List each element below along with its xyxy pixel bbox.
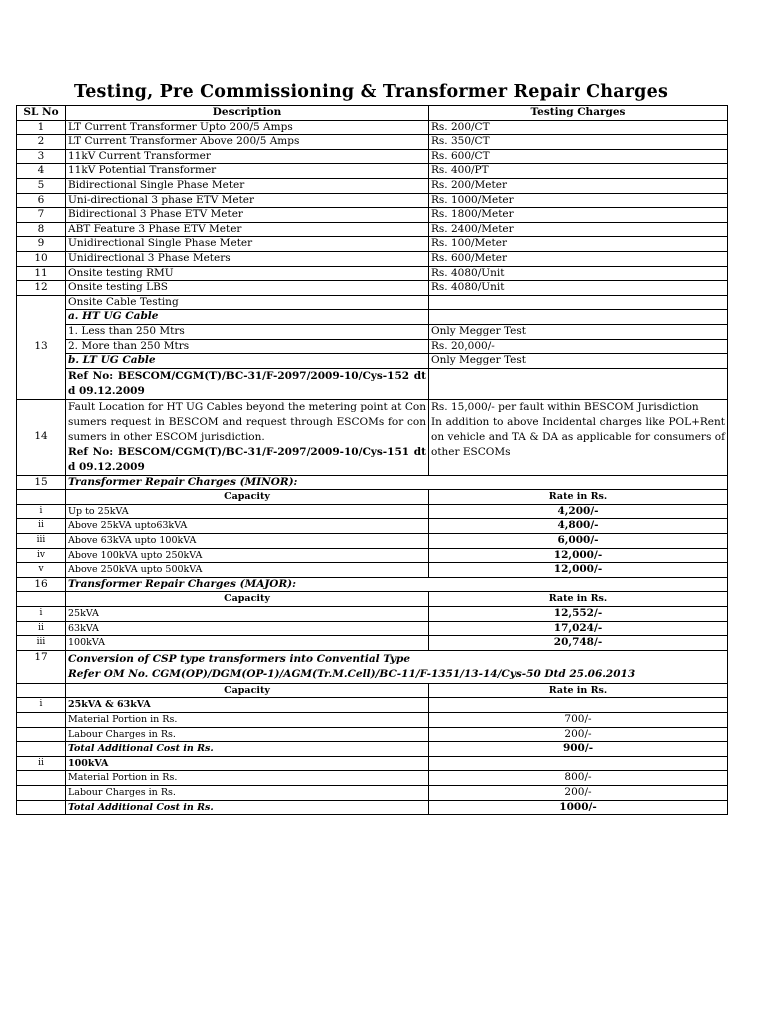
charge-cell: Rs. 4080/Unit bbox=[429, 281, 728, 296]
table-row bbox=[17, 800, 728, 815]
sl-cell bbox=[17, 490, 66, 505]
description-cell: 11kV Current Transformer bbox=[66, 149, 429, 164]
table-row bbox=[17, 519, 728, 534]
page-title: Testing, Pre Commissioning & Transformer Repair Charges bbox=[73, 82, 669, 102]
table-row bbox=[17, 785, 728, 800]
charge-cell bbox=[429, 295, 728, 310]
item-number: ii bbox=[17, 519, 66, 534]
reference-text: Ref No: BESCOM/CGM(T)/BC-31/F-2097/2009-10/Cys-152 dtd 09.12.2009 bbox=[66, 368, 429, 399]
table-subheader-row bbox=[17, 683, 728, 698]
charge-cell: Rs. 200/CT bbox=[429, 120, 728, 135]
charge-cell bbox=[429, 399, 728, 475]
item-number: ii bbox=[17, 621, 66, 636]
table-row bbox=[17, 756, 728, 771]
table-row bbox=[17, 164, 728, 179]
table-row bbox=[17, 742, 728, 757]
table-row bbox=[17, 534, 728, 549]
table-row bbox=[17, 475, 728, 490]
sl-cell bbox=[17, 683, 66, 698]
labour-label: Labour Charges in Rs. bbox=[66, 785, 429, 800]
description-cell: Unidirectional Single Phase Meter bbox=[66, 237, 429, 252]
section-title: Transformer Repair Charges (MINOR): bbox=[66, 475, 429, 490]
charge-cell: Rs. 400/PT bbox=[429, 164, 728, 179]
table-row bbox=[17, 281, 728, 296]
reference-text: Refer OM No. CGM(OP)/DGM(OP-1)/AGM(Tr.M.Cell)/BC-11/F-1351/13-14/Cys-50 Dtd 25.06.2013 bbox=[68, 667, 636, 680]
charge-cell: Rs. 350/CT bbox=[429, 135, 728, 150]
sl-cell: 15 bbox=[17, 475, 66, 490]
total-label: Total Additional Cost in Rs. bbox=[66, 742, 429, 757]
rate-cell: 200/- bbox=[429, 727, 728, 742]
item-number: iii bbox=[17, 534, 66, 549]
table-row bbox=[17, 178, 728, 193]
table-row bbox=[17, 354, 728, 369]
table-header-row bbox=[17, 106, 728, 121]
charge-cell: Rs. 100/Meter bbox=[429, 237, 728, 252]
charge-cell bbox=[429, 368, 728, 399]
table-row bbox=[17, 135, 728, 150]
sl-cell: 14 bbox=[17, 399, 66, 475]
sl-cell bbox=[17, 727, 66, 742]
table-row bbox=[17, 607, 728, 622]
rate-cell: 17,024/- bbox=[429, 621, 728, 636]
charge-cell bbox=[429, 577, 728, 592]
sl-cell: 8 bbox=[17, 222, 66, 237]
rate-cell: 4,200/- bbox=[429, 504, 728, 519]
charges-table bbox=[16, 105, 728, 815]
sl-cell bbox=[17, 771, 66, 786]
rate-header: Rate in Rs. bbox=[429, 592, 728, 607]
charge-cell bbox=[429, 310, 728, 325]
capacity-cell: 100kVA bbox=[66, 636, 429, 651]
table-row bbox=[17, 621, 728, 636]
table-row bbox=[17, 251, 728, 266]
capacity-cell: Above 63kVA upto 100kVA bbox=[66, 534, 429, 549]
header-sl: SL No bbox=[17, 106, 66, 121]
table-row bbox=[17, 650, 728, 683]
sl-cell: 3 bbox=[17, 149, 66, 164]
table-subheader-row bbox=[17, 490, 728, 505]
item-number: i bbox=[17, 607, 66, 622]
table-subheader-row bbox=[17, 592, 728, 607]
capacity-header: Capacity bbox=[66, 490, 429, 505]
charge-cell: Only Megger Test bbox=[429, 354, 728, 369]
rate-cell: 20,748/- bbox=[429, 636, 728, 651]
material-label: Material Portion in Rs. bbox=[66, 771, 429, 786]
table-row bbox=[17, 324, 728, 339]
total-label: Total Additional Cost in Rs. bbox=[66, 800, 429, 815]
table-row bbox=[17, 310, 728, 325]
table-row bbox=[17, 193, 728, 208]
capacity-cell: Above 25kVA upto63kVA bbox=[66, 519, 429, 534]
rate-cell: 12,000/- bbox=[429, 548, 728, 563]
rate-cell: 900/- bbox=[429, 742, 728, 757]
table-row bbox=[17, 368, 728, 399]
description-cell: LT Current Transformer Upto 200/5 Amps bbox=[66, 120, 429, 135]
sl-cell bbox=[17, 785, 66, 800]
sl-cell: 6 bbox=[17, 193, 66, 208]
description-cell bbox=[66, 399, 429, 475]
table-row bbox=[17, 698, 728, 713]
rate-cell: 12,000/- bbox=[429, 563, 728, 578]
item-number: ii bbox=[17, 756, 66, 771]
header-charges: Testing Charges bbox=[429, 106, 728, 121]
table-row bbox=[17, 727, 728, 742]
table-row bbox=[17, 399, 728, 475]
sl-cell: 4 bbox=[17, 164, 66, 179]
charge-cell: Rs. 2400/Meter bbox=[429, 222, 728, 237]
sl-cell: 12 bbox=[17, 281, 66, 296]
capacity-cell: 63kVA bbox=[66, 621, 429, 636]
item-number: v bbox=[17, 563, 66, 578]
capacity-cell: Above 250kVA upto 500kVA bbox=[66, 563, 429, 578]
section-title: Transformer Repair Charges (MAJOR): bbox=[66, 577, 429, 592]
sl-cell: 1 bbox=[17, 120, 66, 135]
table-row bbox=[17, 577, 728, 592]
rate-header: Rate in Rs. bbox=[429, 490, 728, 505]
item-number: i bbox=[17, 504, 66, 519]
item-number: i bbox=[17, 698, 66, 713]
capacity-cell: 25kVA bbox=[66, 607, 429, 622]
item-number: iv bbox=[17, 548, 66, 563]
sl-cell: 2 bbox=[17, 135, 66, 150]
conversion-title: Conversion of CSP type transformers into Convential Type bbox=[68, 652, 411, 665]
rate-cell bbox=[429, 698, 728, 713]
table-row bbox=[17, 149, 728, 164]
rate-cell: 12,552/- bbox=[429, 607, 728, 622]
rate-header: Rate in Rs. bbox=[429, 683, 728, 698]
table-row bbox=[17, 295, 728, 310]
header-description: Description bbox=[66, 106, 429, 121]
description-cell: Bidirectional Single Phase Meter bbox=[66, 178, 429, 193]
table-row bbox=[17, 222, 728, 237]
charge-cell: Rs. 200/Meter bbox=[429, 178, 728, 193]
description-cell: 1. Less than 250 Mtrs bbox=[66, 324, 429, 339]
table-row bbox=[17, 771, 728, 786]
sl-cell: 7 bbox=[17, 208, 66, 223]
table-row bbox=[17, 504, 728, 519]
capacity-group-name: 100kVA bbox=[66, 756, 429, 771]
charge-cell: Rs. 600/Meter bbox=[429, 251, 728, 266]
item-number: iii bbox=[17, 636, 66, 651]
description-cell: Onsite testing RMU bbox=[66, 266, 429, 281]
reference-text: Ref No: BESCOM/CGM(T)/BC-31/F-2097/2009-10/Cys-151 dtd 09.12.2009 bbox=[68, 445, 426, 473]
description-cell: ABT Feature 3 Phase ETV Meter bbox=[66, 222, 429, 237]
description-cell: Onsite testing LBS bbox=[66, 281, 429, 296]
ht-cable-label: a. HT UG Cable bbox=[66, 310, 429, 325]
table-row bbox=[17, 636, 728, 651]
charge-cell: Rs. 4080/Unit bbox=[429, 266, 728, 281]
sl-cell bbox=[17, 742, 66, 757]
rate-cell: 6,000/- bbox=[429, 534, 728, 549]
capacity-cell: Up to 25kVA bbox=[66, 504, 429, 519]
charge-cell bbox=[429, 475, 728, 490]
material-label: Material Portion in Rs. bbox=[66, 713, 429, 728]
capacity-header: Capacity bbox=[66, 683, 429, 698]
sl-cell bbox=[17, 592, 66, 607]
table-row bbox=[17, 208, 728, 223]
charge-cell: Only Megger Test bbox=[429, 324, 728, 339]
table-row bbox=[17, 563, 728, 578]
description-cell: Bidirectional 3 Phase ETV Meter bbox=[66, 208, 429, 223]
lt-cable-label: b. LT UG Cable bbox=[66, 354, 429, 369]
rate-cell: 200/- bbox=[429, 785, 728, 800]
capacity-cell: Above 100kVA upto 250kVA bbox=[66, 548, 429, 563]
rate-cell bbox=[429, 756, 728, 771]
sl-cell: 5 bbox=[17, 178, 66, 193]
sl-cell: 16 bbox=[17, 577, 66, 592]
sl-cell: 11 bbox=[17, 266, 66, 281]
sl-cell: 9 bbox=[17, 237, 66, 252]
charge-cell: Rs. 1000/Meter bbox=[429, 193, 728, 208]
table-row bbox=[17, 339, 728, 354]
incidental-charge-text: In addition to above Incidental charges like POL+Rent on vehicle and TA & DA as applicable for consumers of other ESCOMs bbox=[431, 415, 725, 458]
sl-cell bbox=[17, 713, 66, 728]
table-row bbox=[17, 548, 728, 563]
rate-cell: 800/- bbox=[429, 771, 728, 786]
table-row bbox=[17, 266, 728, 281]
sl-cell: 10 bbox=[17, 251, 66, 266]
rate-cell: 1000/- bbox=[429, 800, 728, 815]
capacity-header: Capacity bbox=[66, 592, 429, 607]
charge-cell: Rs. 600/CT bbox=[429, 149, 728, 164]
section-title bbox=[66, 650, 728, 683]
cable-testing-title: Onsite Cable Testing bbox=[66, 295, 429, 310]
sl-cell: 13 bbox=[17, 295, 66, 399]
table-row bbox=[17, 713, 728, 728]
fault-charge-text: Rs. 15,000/- per fault within BESCOM Jurisdiction bbox=[431, 400, 699, 413]
sl-cell: 17 bbox=[17, 650, 66, 683]
sl-cell bbox=[17, 800, 66, 815]
description-cell: 11kV Potential Transformer bbox=[66, 164, 429, 179]
charge-cell: Rs. 20,000/- bbox=[429, 339, 728, 354]
table-row bbox=[17, 120, 728, 135]
description-cell: 2. More than 250 Mtrs bbox=[66, 339, 429, 354]
description-cell: Uni-directional 3 phase ETV Meter bbox=[66, 193, 429, 208]
description-cell: Unidirectional 3 Phase Meters bbox=[66, 251, 429, 266]
table-row bbox=[17, 237, 728, 252]
labour-label: Labour Charges in Rs. bbox=[66, 727, 429, 742]
charge-cell: Rs. 1800/Meter bbox=[429, 208, 728, 223]
rate-cell: 4,800/- bbox=[429, 519, 728, 534]
capacity-group-name: 25kVA & 63kVA bbox=[66, 698, 429, 713]
rate-cell: 700/- bbox=[429, 713, 728, 728]
fault-location-text: Fault Location for HT UG Cables beyond the metering point at Consumers request in BESCOM and request through ESCOMs for consumers in other ESCOM jurisdiction. bbox=[68, 400, 426, 443]
description-cell: LT Current Transformer Above 200/5 Amps bbox=[66, 135, 429, 150]
